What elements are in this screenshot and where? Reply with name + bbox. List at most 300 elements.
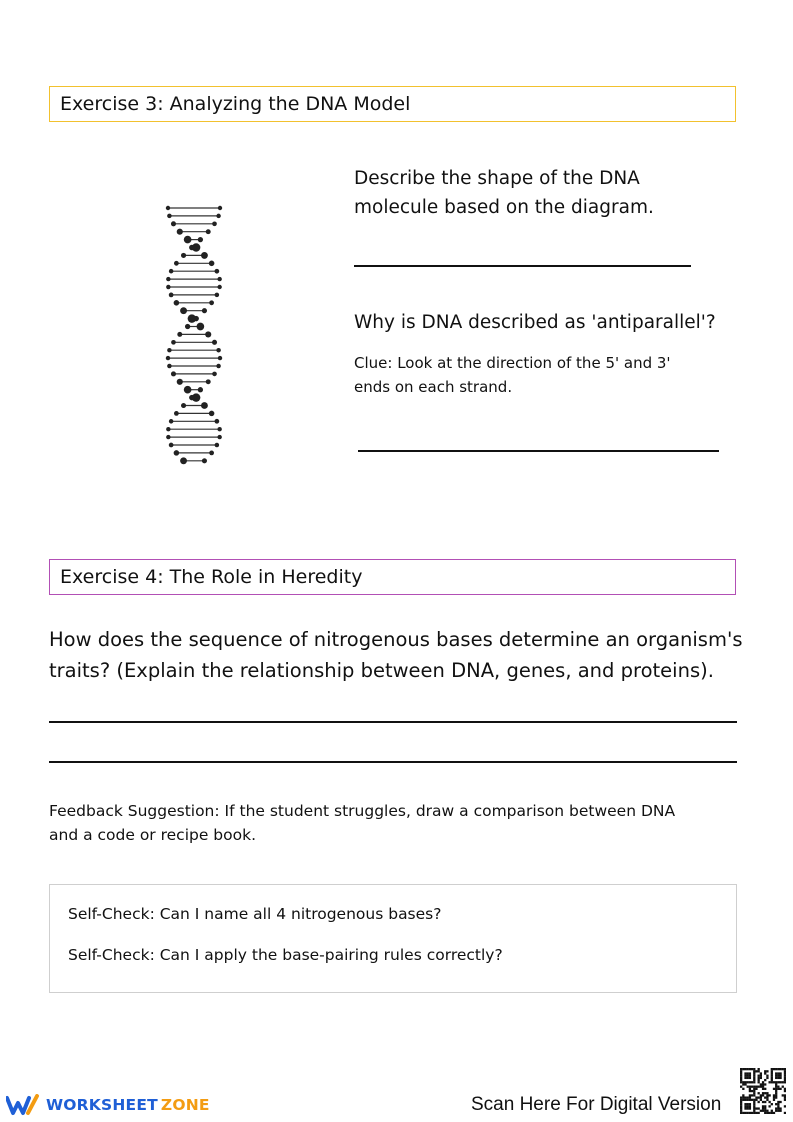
qr-module bbox=[771, 1103, 773, 1105]
qr-module bbox=[764, 1096, 766, 1098]
qr-module bbox=[779, 1088, 781, 1090]
qr-module bbox=[766, 1077, 768, 1079]
qr-module bbox=[782, 1081, 784, 1083]
clue-text bbox=[354, 351, 671, 399]
question-heredity-line2: traits? (Explain the relationship between DNA, genes, and proteins). bbox=[49, 659, 714, 682]
qr-module bbox=[764, 1088, 766, 1090]
qr-module bbox=[779, 1107, 781, 1109]
qr-module bbox=[758, 1070, 760, 1072]
qr-module bbox=[740, 1110, 742, 1112]
qr-module bbox=[749, 1075, 751, 1077]
answer-line-heredity-2[interactable] bbox=[49, 761, 737, 763]
answer-line-heredity-1[interactable] bbox=[49, 721, 737, 723]
qr-module bbox=[749, 1105, 751, 1107]
qr-module bbox=[747, 1068, 749, 1070]
qr-module bbox=[740, 1068, 742, 1070]
clue-line2: ends on each strand. bbox=[354, 378, 513, 396]
qr-module bbox=[749, 1081, 751, 1083]
nucleotide-dot bbox=[215, 419, 220, 424]
qr-module bbox=[766, 1094, 768, 1096]
qr-module bbox=[760, 1099, 762, 1101]
nucleotide-dot bbox=[198, 387, 203, 392]
qr-module bbox=[779, 1068, 781, 1070]
qr-module bbox=[749, 1112, 751, 1114]
qr-module bbox=[766, 1092, 768, 1094]
qr-module bbox=[784, 1077, 786, 1079]
qr-module bbox=[777, 1105, 779, 1107]
qr-module bbox=[777, 1103, 779, 1105]
qr-module bbox=[749, 1099, 751, 1101]
qr-module bbox=[764, 1070, 766, 1072]
qr-module bbox=[773, 1099, 775, 1101]
nucleotide-dot bbox=[167, 214, 172, 219]
nucleotide-dot bbox=[202, 458, 207, 463]
qr-module bbox=[740, 1077, 742, 1079]
qr-module bbox=[742, 1083, 744, 1085]
qr-module bbox=[744, 1107, 746, 1109]
qr-module bbox=[779, 1101, 781, 1103]
qr-module bbox=[755, 1099, 757, 1101]
qr-module bbox=[771, 1068, 773, 1070]
qr-module bbox=[773, 1094, 775, 1096]
qr-module bbox=[760, 1072, 762, 1074]
qr-module bbox=[753, 1081, 755, 1083]
nucleotide-dot bbox=[174, 300, 180, 306]
nucleotide-dot bbox=[169, 419, 174, 424]
qr-module bbox=[775, 1107, 777, 1109]
qr-module bbox=[753, 1077, 755, 1079]
qr-module bbox=[784, 1112, 786, 1114]
qr-module bbox=[740, 1079, 742, 1081]
qr-module bbox=[764, 1110, 766, 1112]
qr-module bbox=[758, 1068, 760, 1070]
qr-module bbox=[753, 1072, 755, 1074]
qr-module bbox=[753, 1079, 755, 1081]
nucleotide-dot bbox=[177, 229, 183, 235]
qr-module bbox=[784, 1090, 786, 1092]
nucleotide-dot bbox=[174, 261, 179, 266]
qr-module bbox=[784, 1099, 786, 1101]
qr-module bbox=[744, 1077, 746, 1079]
qr-module bbox=[771, 1077, 773, 1079]
qr-module bbox=[753, 1105, 755, 1107]
qr-module bbox=[760, 1075, 762, 1077]
qr-module bbox=[779, 1075, 781, 1077]
nucleotide-dot bbox=[166, 277, 170, 281]
qr-module bbox=[766, 1070, 768, 1072]
qr-module bbox=[773, 1068, 775, 1070]
qr-module bbox=[751, 1090, 753, 1092]
nucleotide-dot bbox=[212, 340, 217, 345]
qr-module bbox=[758, 1112, 760, 1114]
qr-module bbox=[747, 1086, 749, 1088]
qr-module bbox=[753, 1068, 755, 1070]
qr-module bbox=[747, 1103, 749, 1105]
nucleotide-dot bbox=[167, 364, 172, 369]
qr-code-icon[interactable] bbox=[740, 1068, 786, 1114]
nucleotide-dot bbox=[169, 269, 174, 274]
qr-module bbox=[764, 1092, 766, 1094]
qr-module bbox=[758, 1081, 760, 1083]
qr-module bbox=[784, 1088, 786, 1090]
answer-line-shape[interactable] bbox=[354, 265, 691, 267]
qr-module bbox=[779, 1077, 781, 1079]
qr-module bbox=[760, 1077, 762, 1079]
qr-module bbox=[742, 1099, 744, 1101]
qr-module bbox=[749, 1103, 751, 1105]
qr-module bbox=[742, 1112, 744, 1114]
worksheet-zone-logo[interactable] bbox=[6, 1092, 210, 1118]
scan-text: Scan Here For Digital Version bbox=[471, 1094, 722, 1115]
nucleotide-dot bbox=[215, 293, 220, 298]
qr-module bbox=[775, 1092, 777, 1094]
qr-module bbox=[753, 1107, 755, 1109]
qr-module bbox=[742, 1081, 744, 1083]
qr-module bbox=[742, 1088, 744, 1090]
qr-module bbox=[749, 1086, 751, 1088]
qr-module bbox=[740, 1112, 742, 1114]
qr-module bbox=[753, 1103, 755, 1105]
self-check-item-2: Self-Check: Can I apply the base-pairing rules correctly? bbox=[68, 946, 503, 964]
answer-line-antiparallel[interactable] bbox=[358, 450, 719, 452]
qr-module bbox=[744, 1103, 746, 1105]
qr-module bbox=[784, 1094, 786, 1096]
nucleotide-dot bbox=[212, 372, 217, 377]
qr-module bbox=[768, 1081, 770, 1083]
qr-module bbox=[753, 1099, 755, 1101]
nucleotide-dot bbox=[189, 395, 195, 401]
nucleotide-dot bbox=[177, 379, 183, 385]
nucleotide-dot bbox=[215, 269, 220, 274]
question-dna-shape-line1: Describe the shape of the DNA bbox=[354, 168, 640, 189]
nucleotide-dot bbox=[217, 277, 221, 281]
brand-name bbox=[46, 1096, 210, 1114]
nucleotide-dot bbox=[181, 403, 186, 408]
qr-module bbox=[762, 1110, 764, 1112]
qr-module bbox=[758, 1101, 760, 1103]
qr-module bbox=[784, 1105, 786, 1107]
nucleotide-dot bbox=[201, 252, 208, 259]
qr-module bbox=[782, 1068, 784, 1070]
qr-module bbox=[740, 1072, 742, 1074]
qr-module bbox=[762, 1107, 764, 1109]
qr-module bbox=[742, 1094, 744, 1096]
nucleotide-dot bbox=[185, 324, 190, 329]
nucleotide-dot bbox=[166, 427, 170, 431]
qr-module bbox=[777, 1075, 779, 1077]
qr-module bbox=[753, 1112, 755, 1114]
qr-module bbox=[777, 1068, 779, 1070]
qr-module bbox=[753, 1075, 755, 1077]
qr-module bbox=[777, 1086, 779, 1088]
qr-module bbox=[777, 1101, 779, 1103]
qr-module bbox=[771, 1081, 773, 1083]
qr-module bbox=[751, 1094, 753, 1096]
qr-module bbox=[777, 1110, 779, 1112]
nucleotide-dot bbox=[201, 402, 208, 409]
qr-module bbox=[771, 1075, 773, 1077]
qr-module bbox=[766, 1075, 768, 1077]
qr-module bbox=[747, 1072, 749, 1074]
qr-module bbox=[762, 1094, 764, 1096]
nucleotide-dot bbox=[197, 323, 205, 331]
qr-module bbox=[749, 1077, 751, 1079]
qr-module bbox=[740, 1086, 742, 1088]
qr-module bbox=[753, 1110, 755, 1112]
nucleotide-dot bbox=[188, 314, 196, 322]
qr-module bbox=[771, 1072, 773, 1074]
qr-module bbox=[749, 1068, 751, 1070]
qr-module bbox=[764, 1107, 766, 1109]
qr-module bbox=[771, 1112, 773, 1114]
qr-module bbox=[771, 1110, 773, 1112]
qr-module bbox=[758, 1092, 760, 1094]
qr-module bbox=[768, 1112, 770, 1114]
question-dna-shape bbox=[354, 164, 654, 222]
qr-module bbox=[768, 1094, 770, 1096]
feedback-line2: and a code or recipe book. bbox=[49, 826, 257, 844]
nucleotide-dot bbox=[216, 214, 220, 218]
qr-module bbox=[758, 1086, 760, 1088]
qr-module bbox=[751, 1099, 753, 1101]
qr-module bbox=[766, 1112, 768, 1114]
qr-module bbox=[777, 1072, 779, 1074]
qr-module bbox=[775, 1075, 777, 1077]
nucleotide-dot bbox=[209, 300, 214, 305]
qr-module bbox=[775, 1094, 777, 1096]
clue-line1: Clue: Look at the direction of the 5' and 3' bbox=[354, 354, 671, 372]
nucleotide-dot bbox=[202, 308, 207, 313]
qr-module bbox=[747, 1099, 749, 1101]
qr-module bbox=[775, 1110, 777, 1112]
nucleotide-dot bbox=[206, 229, 211, 234]
qr-module bbox=[762, 1105, 764, 1107]
nucleotide-dot bbox=[216, 348, 221, 353]
qr-module bbox=[747, 1105, 749, 1107]
qr-module bbox=[784, 1081, 786, 1083]
nucleotide-dot bbox=[177, 332, 182, 337]
qr-module bbox=[751, 1112, 753, 1114]
nucleotide-dot bbox=[169, 293, 174, 298]
qr-module bbox=[775, 1081, 777, 1083]
qr-module bbox=[753, 1086, 755, 1088]
question-antiparallel: Why is DNA described as 'antiparallel'? bbox=[354, 312, 716, 333]
qr-module bbox=[779, 1072, 781, 1074]
qr-module bbox=[784, 1079, 786, 1081]
qr-module bbox=[766, 1096, 768, 1098]
qr-module bbox=[775, 1090, 777, 1092]
qr-module bbox=[784, 1070, 786, 1072]
qr-module bbox=[747, 1081, 749, 1083]
nucleotide-dot bbox=[171, 221, 176, 226]
qr-module bbox=[747, 1077, 749, 1079]
qr-module bbox=[764, 1072, 766, 1074]
nucleotide-dot bbox=[206, 379, 211, 384]
feedback-line1: Feedback Suggestion: If the student struggles, draw a comparison between DNA bbox=[49, 802, 676, 820]
qr-module bbox=[755, 1107, 757, 1109]
qr-module bbox=[749, 1088, 751, 1090]
qr-module bbox=[782, 1086, 784, 1088]
qr-module bbox=[773, 1088, 775, 1090]
nucleotide-dot bbox=[184, 386, 192, 394]
qr-module bbox=[747, 1075, 749, 1077]
qr-module bbox=[744, 1075, 746, 1077]
qr-module bbox=[753, 1101, 755, 1103]
nucleotide-dot bbox=[189, 245, 195, 251]
qr-module bbox=[762, 1088, 764, 1090]
qr-module bbox=[764, 1105, 766, 1107]
qr-module bbox=[779, 1081, 781, 1083]
qr-module bbox=[749, 1094, 751, 1096]
qr-module bbox=[768, 1101, 770, 1103]
qr-module bbox=[760, 1086, 762, 1088]
nucleotide-dot bbox=[205, 331, 211, 337]
qr-module bbox=[775, 1086, 777, 1088]
qr-module bbox=[753, 1090, 755, 1092]
qr-module bbox=[775, 1072, 777, 1074]
qr-module bbox=[775, 1083, 777, 1085]
nucleotide-dot bbox=[166, 356, 170, 360]
qr-module bbox=[775, 1068, 777, 1070]
nucleotide-dot bbox=[217, 427, 221, 431]
qr-module bbox=[751, 1068, 753, 1070]
exercise-3-header bbox=[49, 86, 736, 122]
qr-module bbox=[758, 1096, 760, 1098]
qr-module bbox=[747, 1096, 749, 1098]
feedback-suggestion bbox=[49, 799, 675, 847]
nucleotide-dot bbox=[169, 443, 174, 448]
qr-module bbox=[766, 1099, 768, 1101]
question-heredity-line1: How does the sequence of nitrogenous bases determine an organism's bbox=[49, 628, 743, 651]
qr-module bbox=[751, 1086, 753, 1088]
nucleotide-dot bbox=[217, 435, 221, 439]
qr-module bbox=[753, 1094, 755, 1096]
dna-helix-diagram bbox=[160, 200, 230, 472]
qr-module bbox=[755, 1112, 757, 1114]
qr-module bbox=[775, 1096, 777, 1098]
nucleotide-dot bbox=[184, 236, 192, 244]
qr-module bbox=[740, 1081, 742, 1083]
qr-module bbox=[764, 1101, 766, 1103]
qr-module bbox=[762, 1092, 764, 1094]
qr-module bbox=[758, 1075, 760, 1077]
qr-module bbox=[753, 1070, 755, 1072]
nucleotide-dot bbox=[218, 356, 222, 360]
qr-module bbox=[771, 1079, 773, 1081]
qr-module bbox=[762, 1081, 764, 1083]
qr-module bbox=[760, 1094, 762, 1096]
qr-module bbox=[779, 1110, 781, 1112]
qr-module bbox=[784, 1068, 786, 1070]
worksheet-zone-logo-icon bbox=[6, 1094, 40, 1116]
qr-module bbox=[740, 1099, 742, 1101]
qr-module bbox=[755, 1086, 757, 1088]
qr-module bbox=[740, 1096, 742, 1098]
nucleotide-dot bbox=[166, 285, 170, 289]
qr-module bbox=[758, 1077, 760, 1079]
qr-module bbox=[740, 1070, 742, 1072]
exercise-4-header bbox=[49, 559, 736, 595]
nucleotide-dot bbox=[218, 206, 222, 210]
qr-module bbox=[762, 1101, 764, 1103]
qr-module bbox=[775, 1088, 777, 1090]
question-dna-shape-line2: molecule based on the diagram. bbox=[354, 197, 654, 218]
qr-module bbox=[749, 1096, 751, 1098]
nucleotide-dot bbox=[180, 457, 187, 464]
qr-module bbox=[762, 1086, 764, 1088]
nucleotide-dot bbox=[181, 253, 186, 258]
qr-module bbox=[742, 1068, 744, 1070]
qr-module bbox=[775, 1077, 777, 1079]
qr-module bbox=[755, 1096, 757, 1098]
qr-module bbox=[740, 1105, 742, 1107]
qr-module bbox=[784, 1096, 786, 1098]
qr-module bbox=[744, 1112, 746, 1114]
qr-module bbox=[775, 1103, 777, 1105]
qr-module bbox=[768, 1105, 770, 1107]
qr-module bbox=[744, 1068, 746, 1070]
qr-module bbox=[744, 1096, 746, 1098]
nucleotide-dot bbox=[209, 261, 215, 267]
qr-module bbox=[777, 1081, 779, 1083]
nucleotide-dot bbox=[198, 237, 203, 242]
qr-module bbox=[749, 1090, 751, 1092]
qr-module bbox=[744, 1105, 746, 1107]
qr-module bbox=[764, 1079, 766, 1081]
nucleotide-dot bbox=[171, 371, 176, 376]
question-heredity bbox=[49, 624, 742, 686]
nucleotide-dot bbox=[209, 411, 215, 417]
nucleotide-dot bbox=[215, 443, 220, 448]
nucleotide-dot bbox=[212, 221, 217, 226]
qr-module bbox=[764, 1112, 766, 1114]
qr-module bbox=[758, 1079, 760, 1081]
qr-module bbox=[747, 1107, 749, 1109]
nucleotide-dot bbox=[209, 451, 214, 456]
qr-module bbox=[782, 1094, 784, 1096]
qr-module bbox=[755, 1070, 757, 1072]
qr-module bbox=[744, 1081, 746, 1083]
qr-module bbox=[749, 1107, 751, 1109]
qr-module bbox=[740, 1107, 742, 1109]
qr-module bbox=[777, 1077, 779, 1079]
qr-module bbox=[777, 1088, 779, 1090]
qr-module bbox=[740, 1103, 742, 1105]
nucleotide-dot bbox=[171, 340, 176, 345]
qr-module bbox=[764, 1083, 766, 1085]
qr-module bbox=[760, 1096, 762, 1098]
qr-module bbox=[742, 1096, 744, 1098]
nucleotide-dot bbox=[174, 411, 179, 416]
qr-module bbox=[755, 1088, 757, 1090]
qr-module bbox=[773, 1081, 775, 1083]
qr-module bbox=[740, 1101, 742, 1103]
nucleotide-dot bbox=[216, 364, 220, 368]
qr-module bbox=[758, 1107, 760, 1109]
qr-module bbox=[766, 1110, 768, 1112]
nucleotide-dot bbox=[180, 307, 187, 314]
nucleotide-dot bbox=[167, 348, 171, 352]
qr-module bbox=[773, 1112, 775, 1114]
exercise-3-title: Exercise 3: Analyzing the DNA Model bbox=[60, 93, 411, 115]
qr-module bbox=[749, 1072, 751, 1074]
qr-module bbox=[747, 1112, 749, 1114]
exercise-4-title: Exercise 4: The Role in Heredity bbox=[60, 566, 363, 588]
brand-part-1: WORKSHEET bbox=[46, 1096, 158, 1114]
qr-module bbox=[784, 1072, 786, 1074]
qr-module bbox=[777, 1107, 779, 1109]
qr-module bbox=[744, 1099, 746, 1101]
